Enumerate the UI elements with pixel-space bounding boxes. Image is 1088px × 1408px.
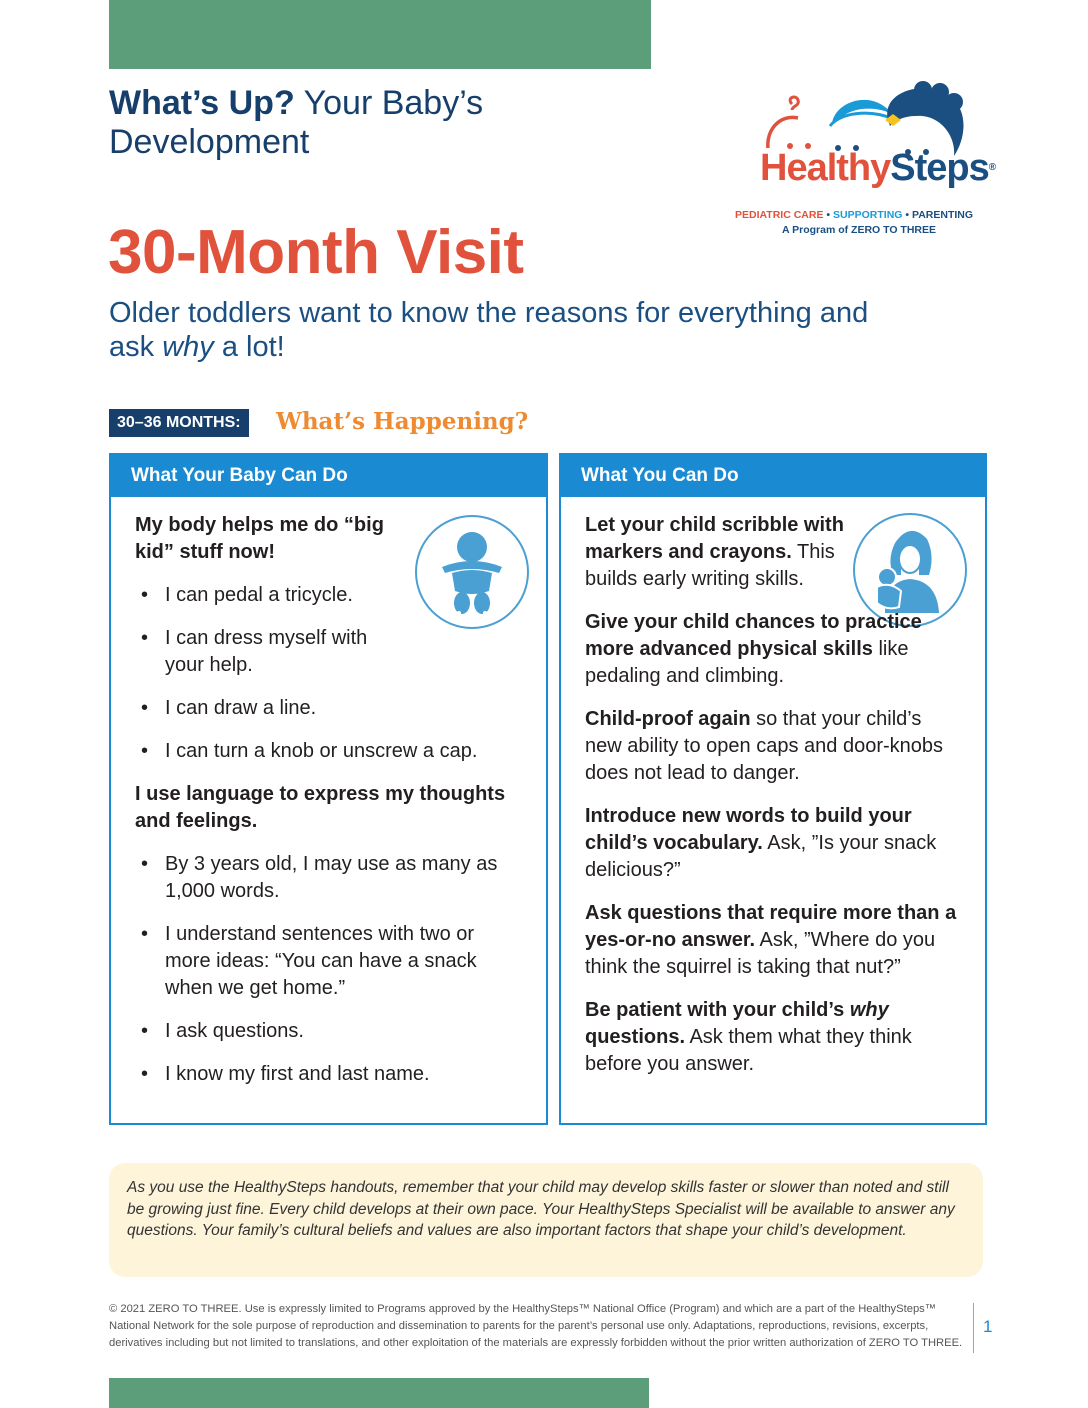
development-note: As you use the HealthySteps handouts, remember that your child may develop skills faster or slower than noted and still be growing just fine. Every child develops at their own pace. Your HealthySteps Specialist will be available to answer any questions. Your family’s cultural beliefs and values are also important factors that shape your child’s development. <box>109 1163 983 1277</box>
registered-mark: ® <box>988 162 996 173</box>
list-item: • By 3 years old, I may use as many as 1,000 words. <box>135 851 515 905</box>
body-skills-heading: My body helps me do “big kid” stuff now! <box>135 514 384 563</box>
tip-item: Ask questions that require more than a yes-or-no answer. Ask, ”Where do you think the squirrel is taking that nut?” <box>585 902 957 978</box>
intro-text <box>109 296 889 364</box>
intro-text-emphasis: why <box>162 331 214 363</box>
tip-item: Give your child chances to practice more advanced physical skills like pedaling and climbing. <box>585 611 922 687</box>
age-range-badge: 30–36 MONTHS: <box>109 409 249 437</box>
panel-heading-baby: What Your Baby Can Do <box>111 455 546 497</box>
logo-wordmark <box>760 146 995 190</box>
baby-can-do-panel <box>109 453 548 1125</box>
language-skills-heading: I use language to express my thoughts and feelings. <box>135 783 506 832</box>
tip-item: Be patient with your child’s why questions. Ask them what they think before you answer. <box>585 999 912 1075</box>
tag-supporting: SUPPORTING <box>833 209 903 221</box>
list-item: • I can pedal a tricycle. <box>135 582 535 609</box>
list-item: • I can draw a line. <box>135 695 535 722</box>
logo-word-healthy: Healthy <box>760 147 891 189</box>
tag-parenting: PARENTING <box>911 209 974 221</box>
copyright-footer: © 2021 ZERO TO THREE. Use is expressly limited to Programs approved by the HealthySteps™ National Office (Program) and which are a part of the HealthySteps™ National Network for the sole purpose of reproduction and dissemination to parents for the parent’s personal use only. Adaptations, reproductions, revisions, excerpts, derivatives including but not limited to translations, and other exploitation of the materials are expressly forbidden without the prior written authorization of ZERO TO THREE. <box>109 1303 963 1349</box>
intro-text-end: a lot! <box>213 331 285 363</box>
list-item: • I know my first and last name. <box>135 1061 535 1088</box>
bottom-accent-bar <box>109 1378 649 1408</box>
tag-separator: • <box>826 209 831 221</box>
list-item: • I understand sentences with two or more ideas: “You can have a snack when we get home.” <box>135 921 510 1002</box>
healthysteps-logo <box>730 80 996 240</box>
tag-pediatric: PEDIATRIC CARE <box>735 209 824 221</box>
logo-tagline <box>735 209 973 221</box>
page-number: 1 <box>983 1317 993 1336</box>
section-title: What’s Happening? <box>276 408 529 435</box>
baby-skills-content <box>135 512 535 1088</box>
list-item: • I can dress myself with your help. <box>135 625 410 679</box>
logo-subtitle: A Program of ZERO TO THREE <box>782 224 937 236</box>
tip-item: Child-proof again so that your child’s new ability to open caps and door-knobs does not lead to danger. <box>585 708 944 784</box>
header-title-bold: What’s Up? <box>109 84 295 122</box>
top-accent-bar <box>109 0 651 69</box>
you-can-do-panel <box>559 453 987 1125</box>
panel-heading-parent: What You Can Do <box>561 455 985 497</box>
page-header <box>109 84 629 162</box>
tip-item: Let your child scribble with markers and crayons. This builds early writing skills. <box>585 514 844 590</box>
header-title-rest: Your Baby’s Development <box>109 84 484 161</box>
list-item: • I ask questions. <box>135 1018 535 1045</box>
logo-word-steps: Steps <box>890 147 989 189</box>
list-item: • I can turn a knob or unscrew a cap. <box>135 738 535 765</box>
parent-tips-content <box>585 512 967 1078</box>
page-number-divider <box>973 1303 974 1353</box>
visit-title: 30-Month Visit <box>108 218 524 287</box>
intro-text-start: Older toddlers want to know the reasons for everything and ask <box>109 297 869 363</box>
tip-item: Introduce new words to build your child’s vocabulary. Ask, ”Is your snack delicious?” <box>585 805 937 881</box>
tag-separator: • <box>905 209 910 221</box>
